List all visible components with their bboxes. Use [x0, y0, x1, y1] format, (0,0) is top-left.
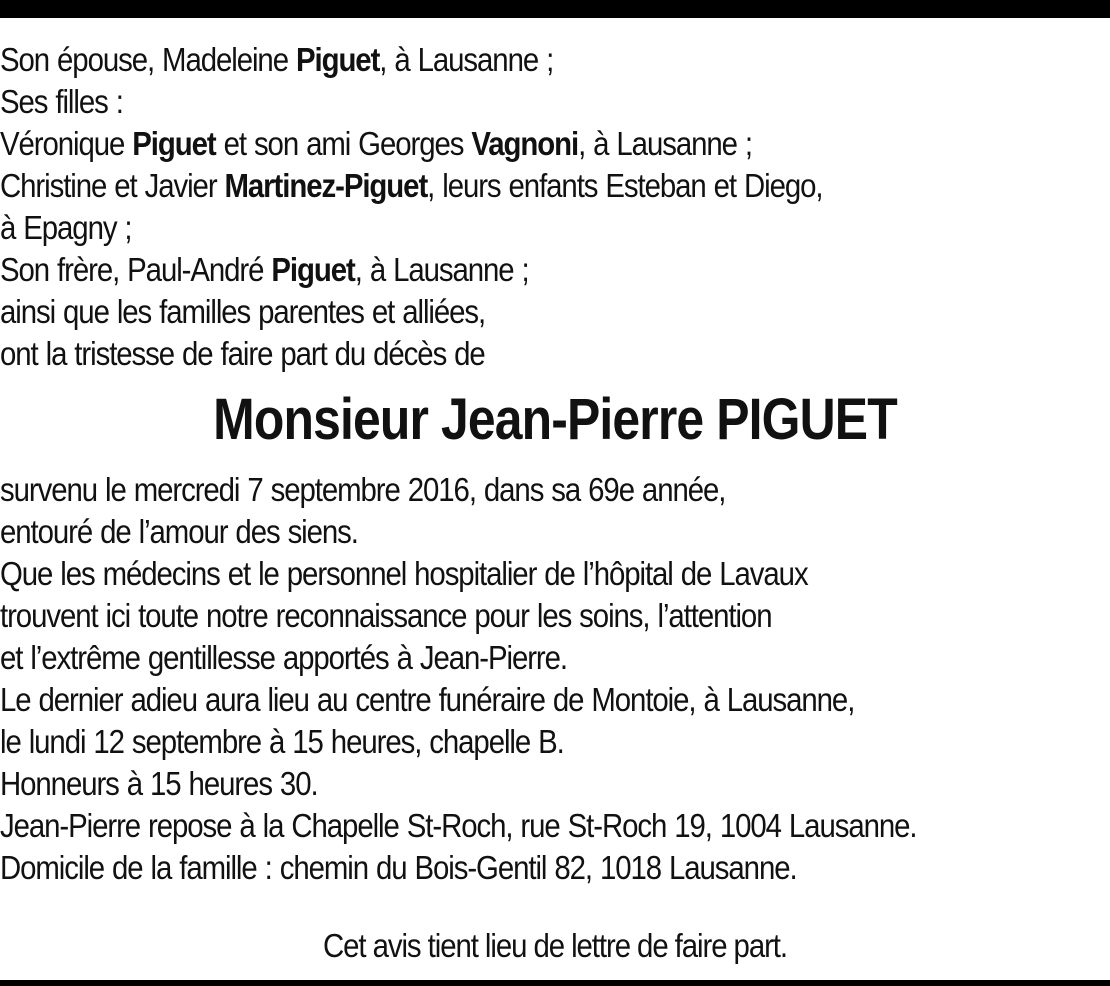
- text-segment: , à Lausanne ;: [578, 125, 752, 162]
- body-line: Jean-Pierre repose à la Chapelle St-Roch, rue St-Roch 19, 1004 Lausanne.: [0, 807, 917, 844]
- intro-line-families: ainsi que les familles parentes et alliées,: [0, 293, 486, 330]
- text-segment: , à Lausanne ;: [379, 41, 554, 78]
- intro-line-daughters: Ses filles :: [0, 83, 123, 120]
- bottom-border-rule: [0, 980, 1110, 986]
- text-segment: Christine et Javier: [0, 167, 225, 204]
- intro-line-brother: [0, 249, 984, 291]
- notice-body: [0, 469, 1106, 889]
- surname: Martinez-Piguet: [224, 167, 428, 204]
- surname: Piguet: [295, 41, 380, 78]
- body-line: Honneurs à 15 heures 30.: [0, 765, 318, 802]
- text-segment: Son épouse, Madeleine: [0, 41, 296, 78]
- text-segment: , à Lausanne ;: [354, 251, 529, 288]
- body-line: entouré de l’amour des siens.: [0, 513, 358, 550]
- body-line: survenu le mercredi 7 septembre 2016, dans sa 69e année,: [0, 471, 726, 508]
- text-segment: Son frère, Paul-André: [0, 251, 272, 288]
- surname: Piguet: [271, 251, 355, 288]
- intro-line-epagny: à Epagny ;: [0, 209, 132, 246]
- intro-line-veronique: [0, 123, 984, 165]
- footer-note: Cet avis tient lieu de lettre de faire part.: [323, 927, 787, 964]
- top-border-rule: [0, 0, 1110, 18]
- body-line: Domicile de la famille : chemin du Bois-Gentil 82, 1018 Lausanne.: [0, 849, 797, 886]
- text-segment: Véronique: [0, 125, 133, 162]
- family-announcement: [0, 39, 1106, 375]
- surname: Piguet: [132, 125, 216, 162]
- body-line: trouvent ici toute notre reconnaissance pour les soins, l’attention: [0, 597, 772, 634]
- intro-line-christine: [0, 165, 984, 207]
- body-line: le lundi 12 septembre à 15 heures, chapelle B.: [0, 723, 564, 760]
- body-line: Le dernier adieu aura lieu au centre funéraire de Montoie, à Lausanne,: [0, 681, 855, 718]
- intro-line-announcement: ont la tristesse de faire part du décès de: [0, 335, 485, 372]
- body-line: et l’extrême gentillesse apportés à Jean-Pierre.: [0, 639, 568, 676]
- deceased-name-heading: Monsieur Jean-Pierre PIGUET: [213, 387, 897, 452]
- surname: Vagnoni: [471, 125, 579, 162]
- body-line: Que les médecins et le personnel hospitalier de l’hôpital de Lavaux: [0, 555, 808, 592]
- intro-line-spouse: [0, 39, 984, 81]
- text-segment: , leurs enfants Esteban et Diego,: [427, 167, 823, 204]
- text-segment: et son ami Georges: [215, 125, 472, 162]
